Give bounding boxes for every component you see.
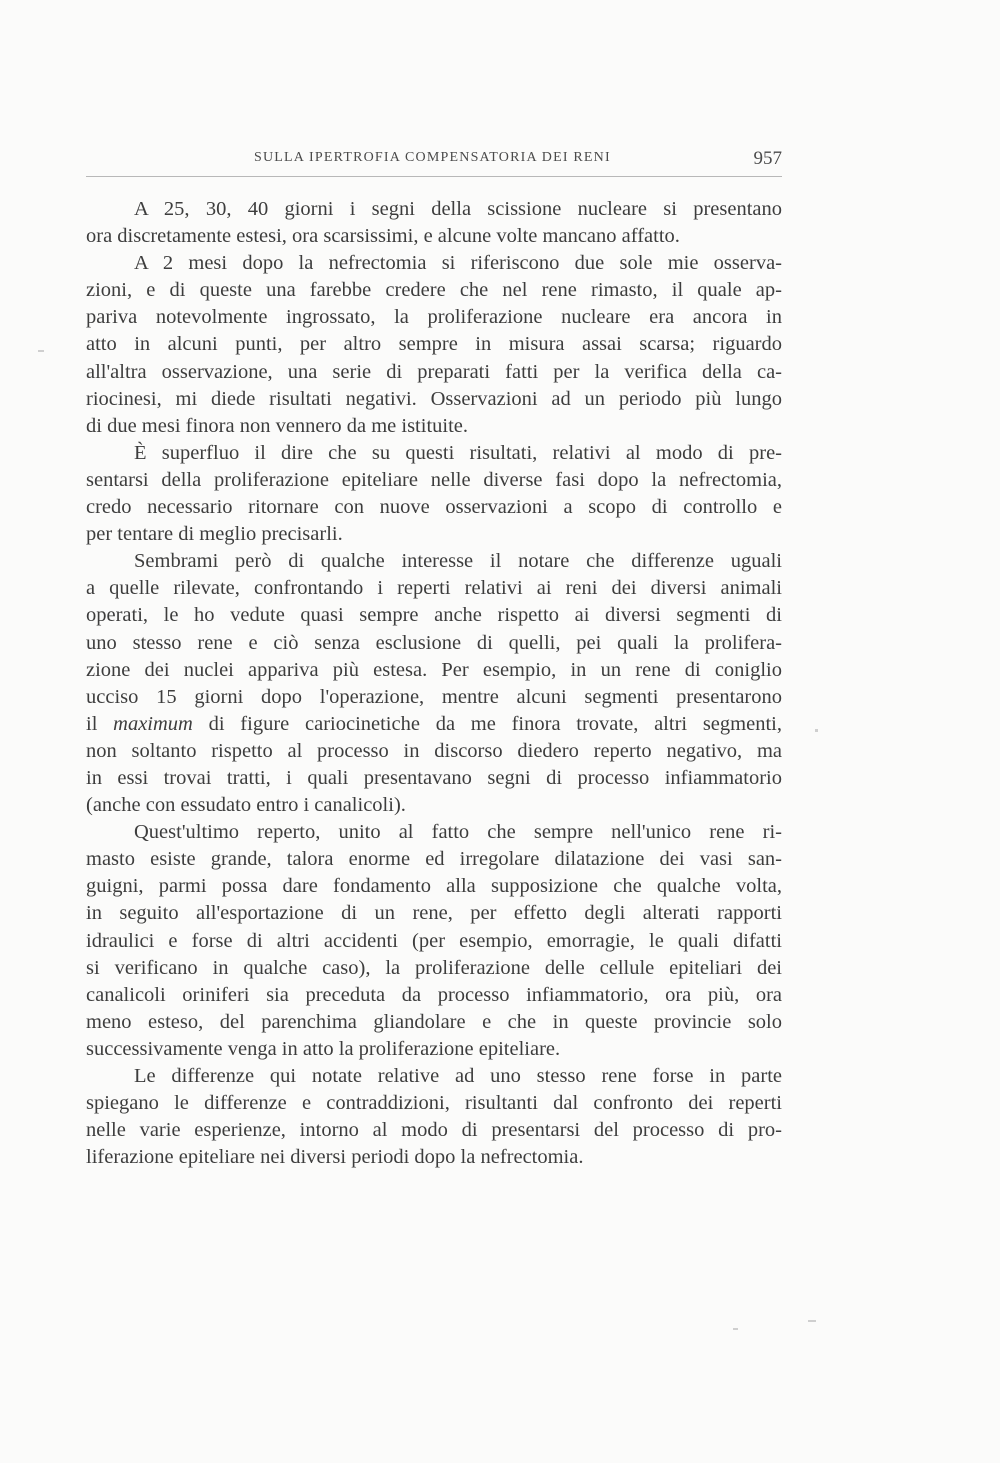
text-line: atto in alcuni punti, per altro sempre in misura assai scarsa; riguardo xyxy=(86,333,782,356)
text-line: nelle varie esperienze, intorno al modo di presentarsi del processo di pro- xyxy=(86,1119,782,1142)
page-number: 957 xyxy=(753,148,782,169)
paragraph xyxy=(86,196,782,250)
text-line: idraulici e forse di altri accidenti (per esempio, emorragie, le quali difatti xyxy=(86,929,782,952)
text-line: sentarsi della proliferazione epiteliare nelle diverse fasi dopo la nefrectomia, xyxy=(86,468,782,491)
paragraph xyxy=(86,548,782,819)
text-line: zioni, e di queste una farebbe credere che nel rene rimasto, il quale ap- xyxy=(86,279,782,302)
text-line: all'altra osservazione, una serie di preparati fatti per la verifica della ca- xyxy=(86,360,782,383)
paragraph xyxy=(86,250,782,440)
margin-speck xyxy=(38,350,44,352)
text-line: a quelle rilevate, confrontando i reperti relativi ai reni dei diversi animali xyxy=(86,577,782,600)
text-line: masto esiste grande, talora enorme ed irregolare dilatazione dei vasi san- xyxy=(86,848,782,871)
header-rule xyxy=(86,176,782,177)
paragraph xyxy=(86,1063,782,1171)
paragraph xyxy=(86,819,782,1063)
text-line: canalicoli oriniferi sia preceduta da processo infiammatorio, ora più, ora xyxy=(86,983,782,1006)
text-line: zione dei nuclei appariva più estesa. Per esempio, in un rene di coniglio xyxy=(86,658,782,681)
margin-speck xyxy=(808,1320,816,1322)
italic-term: maximum xyxy=(113,712,193,735)
text-line: per tentare di meglio precisarli. xyxy=(86,523,343,546)
text-line xyxy=(86,711,782,738)
text-line: Le differenze qui notate relative ad uno stesso rene forse in parte xyxy=(134,1065,782,1087)
running-header xyxy=(86,148,784,174)
margin-speck xyxy=(733,1328,738,1330)
text-line: Sembrami però di qualche interesse il notare che differenze uguali xyxy=(134,550,782,573)
text-line: ora discretamente estesi, ora scarsissimi, e alcune volte mancano affatto. xyxy=(86,225,680,248)
text-line: ucciso 15 giorni dopo l'operazione, mentre alcuni segmenti presentarono xyxy=(86,685,782,708)
text-line: spiegano le differenze e contraddizioni, risultanti dal confronto dei reperti xyxy=(86,1092,782,1115)
text-line: pariva notevolmente ingrossato, la proliferazione nucleare era ancora in xyxy=(86,306,782,329)
text-line: meno esteso, del parenchima gliandolare e che in queste provincie solo xyxy=(86,1010,782,1033)
text-line: liferazione epiteliare nei diversi periodi dopo la nefrectomia. xyxy=(86,1146,584,1169)
text-line: È superfluo il dire che su questi risultati, relativi al modo di pre- xyxy=(134,441,782,464)
text-line: operati, le ho vedute quasi sempre anche rispetto ai diversi segmenti di xyxy=(86,604,782,627)
text-line: Quest'ultimo reperto, unito al fatto che sempre nell'unico rene ri- xyxy=(134,821,782,844)
paragraph xyxy=(86,440,782,548)
text-line: A 25, 30, 40 giorni i segni della scissione nucleare si presentano xyxy=(134,198,782,220)
text-line: credo necessario ritornare con nuove osservazioni a scopo di controllo e xyxy=(86,496,782,519)
text-line: guigni, parmi possa dare fondamento alla supposizione che qualche volta, xyxy=(86,875,782,898)
text-line: successivamente venga in atto la proliferazione epiteliare. xyxy=(86,1037,561,1060)
text-line: uno stesso rene e ciò senza esclusione di quelli, pei quali la prolifera- xyxy=(86,631,782,654)
text-line: di due mesi finora non vennero da me istituite. xyxy=(86,414,469,437)
body-text xyxy=(86,196,782,1171)
line-suffix: di figure cariocinetiche da me finora trovate, altri segmenti, xyxy=(192,712,782,735)
text-line: (anche con essudato entro i canalicoli). xyxy=(86,794,406,817)
text-line: non soltanto rispetto al processo in discorso diedero reperto negativo, ma xyxy=(86,739,782,762)
text-line: si verificano in qualche caso), la proliferazione delle cellule epiteliari dei xyxy=(86,956,782,979)
text-line: A 2 mesi dopo la nefrectomia si riferiscono due sole mie osserva- xyxy=(134,252,782,275)
text-line: in seguito all'esportazione di un rene, per effetto degli alterati rapporti xyxy=(86,902,782,925)
text-line: in essi trovai tratti, i quali presentavano segni di processo infiammatorio xyxy=(86,766,782,789)
text-line: riocinesi, mi diede risultati negativi. Osservazioni ad un periodo più lungo xyxy=(86,387,782,410)
running-title: SULLA IPERTROFIA COMPENSATORIA DEI RENI xyxy=(254,150,611,165)
line-prefix: il xyxy=(86,712,114,735)
margin-speck xyxy=(815,729,818,732)
